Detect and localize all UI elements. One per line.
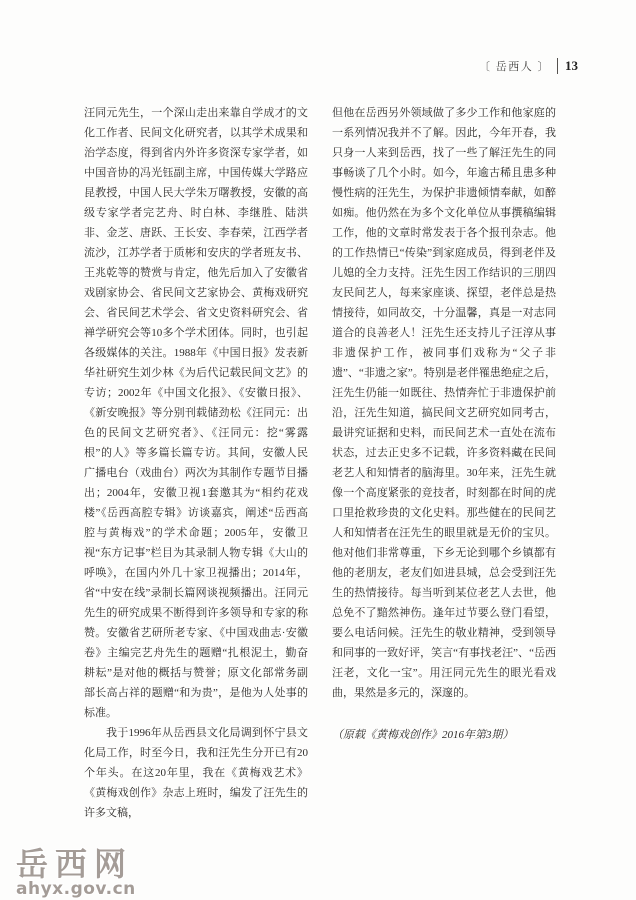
paragraph-continued: 汪同元先生，一个深山走出来靠自学成才的文化工作者、民间文化研究者，以其学术成果和治学态度，得到省内外许多资深专家学者，如中国音协的冯光钰副主席，中国传媒大学路应昆教授，中国人民大学朱万曙教授，安徽的高级专家学者完艺舟、时白林、李继胜、陆洪非、金芝、唐跃、王长安、李春荣，江西学者流沙，江苏学者于质彬和安庆的学者班友书、王兆乾等的赞赏与肯定，他先后加入了安徽省戏剧家协会、省民间文艺家协会、黄梅戏研究会、省民间艺术学会、省文史资料研究会、省禅学研究会等10多个学术团体。同时，也引起各级媒体的关注。1988年《中国日报》发表新华社研究生刘少林《为后代记载民间文艺》的专访；2002年《中国文化报》、《安徽日报》、《新安晚报》等分别刊载储劲松《汪同元：出色的民间文艺研究者》、《汪同元：挖“雾露根”的人》等多篇长篇专访。其间，安徽人民广播电台（戏曲台）两次为其制作专题节目播出；2004年，安徽卫视1套邀其为“相约花戏楼”《岳西高腔专辑》访谈嘉宾，阐述“岳西高腔与黄梅戏”的学术命题；2005年，安徽卫视“东方记事”栏目为其录制人物专辑《大山的呼唤》，在国内外几十家卫视播出；2014年，省“中安在线”录制长篇网谈视频播出。汪同元先生的研究成果不断得到许多领导和专家的称赞。安徽省艺研所老专家、《中国戏曲志·安徽卷》主编完艺舟先生的题赠“扎根泥土，勤奋耕耘”是对他的概括与赞誉；原文化部常务副部长高占祥的题赠“和为贵”，是他为人处事的标准。: [84, 107, 308, 719]
watermark-site-url: ahyx.gov.cn: [16, 879, 136, 899]
text-columns: [84, 103, 556, 823]
paragraph: 我于1996年从岳西县文化局调到怀宁县文化局工作，时至今日，我和汪先生分开已有20个年头。在这20年里，我在《黄梅戏艺术》《黄梅戏创作》杂志上班时，编发了汪先生的许多文稿，: [84, 727, 308, 819]
site-watermark: [16, 846, 136, 898]
page-header: [479, 58, 578, 74]
left-column: [84, 103, 308, 823]
source-attribution: （原载《黄梅戏创作》2016年第3期）: [332, 729, 514, 741]
header-divider: [557, 58, 558, 74]
watermark-site-name: 岳西网: [16, 845, 134, 883]
paragraph-continued: 但他在岳西另外领域做了多少工作和他家庭的一系列情况我并不了解。因此，今年开春，我只身一人来到岳西，找了一些了解汪先生的同事畅谈了几个小时。如今，年逾古稀且患多种慢性病的汪先生，为保护非遗倾情奉献，如醉如痴。他仍然在为多个文化单位从事撰稿编辑工作，他的文章时常发表于各个报刊杂志。他的工作热情已“传染”到家庭成员，得到老伴及儿媳的全力支持。汪先生因工作结识的三朋四友民间艺人，每来家座谈、探望，老伴总是热情接待，如同故交，十分温馨，真是一对志同道合的良善老人！汪先生还支持儿子汪淳从事非遗保护工作，被同事们戏称为“父子非遗”、“非遗之家”。特别是老伴罹患绝症之后，汪先生仍能一如既往、热情奔忙于非遗保护前沿，汪先生知道，搞民间文艺研究如同考古，最讲究证据和史料，而民间艺术一直处在流布状态，过去正史多不记载，许多资料藏在民间老艺人和知情者的脑海里。30年来，汪先生就像一个高度紧张的竞技者，时刻都在时间的虎口里抢救珍贵的文化史料。那些健在的民间艺人和知情者在汪先生的眼里就是无价的宝贝。他对他们非常尊重，下乡无论到哪个乡镇都有他的老朋友，老友们如进县城，总会受到汪先生的热情接待。每当听到某位老艺人去世，他总免不了黯然神伤。逢年过节要么登门看望，要么电话问候。汪先生的敬业精神，受到领导和同事的一致好评，笑言“有事找老汪”、“岳西汪老，文化一宝”。用汪同元先生的眼光看戏曲，果然是多元的，深邃的。: [332, 107, 556, 699]
section-label: 〔 岳西人 〕: [479, 61, 550, 73]
page-number: 13: [565, 58, 578, 73]
right-column: [332, 103, 556, 823]
